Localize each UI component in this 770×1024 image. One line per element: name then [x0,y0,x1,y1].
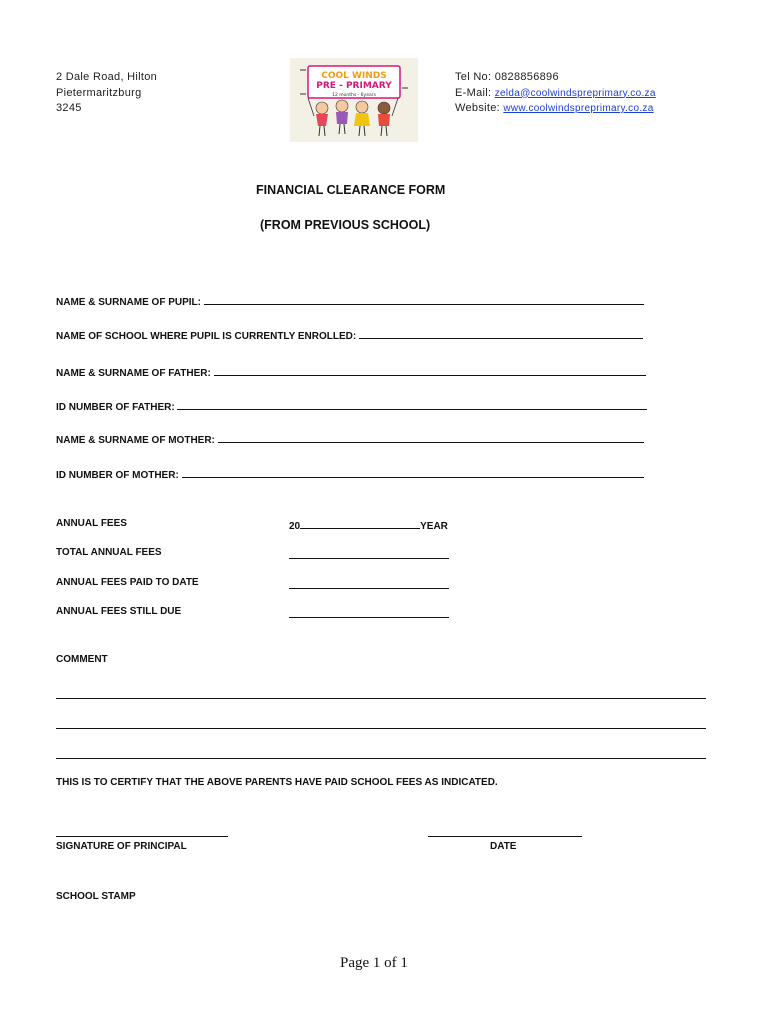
website-link[interactable]: www.coolwindspreprimary.co.za [503,103,654,114]
certify-statement: THIS IS TO CERTIFY THAT THE ABOVE PARENTS HAVE PAID SCHOOL FEES AS INDICATED. [56,777,498,788]
school-address [56,70,157,117]
mother-name-line[interactable] [218,432,644,443]
email-label: E-Mail: [455,86,495,99]
annual-fees-year-field [289,518,448,532]
website-row [455,101,656,117]
address-line-2: Pietermaritzburg [56,86,142,99]
fees-due-label: ANNUAL FEES STILL DUE [56,606,182,617]
father-id-label: ID NUMBER OF FATHER: [56,402,175,413]
fees-paid-line[interactable] [289,588,449,589]
year-suffix: YEAR [420,521,448,532]
email-link[interactable]: zelda@coolwindspreprimary.co.za [494,87,656,99]
father-name-label: NAME & SURNAME OF FATHER: [56,368,211,379]
father-id-field [56,399,647,413]
mother-name-field [56,432,644,446]
school-stamp-label: SCHOOL STAMP [56,891,136,902]
year-line[interactable] [300,518,420,529]
year-prefix: 20 [289,521,301,532]
date-label: DATE [490,841,517,852]
father-name-field [56,365,646,379]
comment-line-1[interactable] [56,698,706,699]
logo-text-2: PRE - PRIMARY [316,81,392,91]
comment-line-3[interactable] [56,758,706,759]
page-number: Page 1 of 1 [340,955,408,971]
mother-name-label: NAME & SURNAME OF MOTHER: [56,435,215,446]
logo-text-1: COOL WINDS [321,71,387,81]
total-fees-line[interactable] [289,558,449,559]
total-fees-label: TOTAL ANNUAL FEES [56,547,162,558]
logo-graphic [290,58,418,142]
fees-due-line[interactable] [289,617,449,618]
pupil-name-field [56,294,644,308]
mother-id-field [56,467,644,481]
fees-paid-label: ANNUAL FEES PAID TO DATE [56,577,199,588]
pupil-name-line[interactable] [204,294,644,305]
school-label: NAME OF SCHOOL WHERE PUPIL IS CURRENTLY ENROLLED: [56,331,357,342]
school-contact [455,70,656,117]
website-label: Website: [455,102,504,114]
address-line-1: 2 Dale Road, Hilton [56,71,158,83]
address-line-3: 3245 [56,102,82,114]
signature-line[interactable] [56,836,228,837]
tel-number: Tel No: 0828856896 [455,71,559,83]
mother-id-label: ID NUMBER OF MOTHER: [56,470,179,481]
comment-label: COMMENT [56,654,108,665]
form-title: FINANCIAL CLEARANCE FORM [256,183,446,197]
pupil-name-label: NAME & SURNAME OF PUPIL: [56,297,201,308]
school-logo [290,58,418,142]
school-field [56,328,643,342]
date-line[interactable] [428,836,582,837]
logo-text-3: 12 months - 6years [332,93,376,98]
father-name-line[interactable] [214,365,646,376]
email-row [455,86,656,102]
annual-fees-label: ANNUAL FEES [56,518,127,529]
mother-id-line[interactable] [182,467,644,478]
form-subtitle: (FROM PREVIOUS SCHOOL) [260,218,431,232]
comment-line-2[interactable] [56,728,706,729]
signature-label: SIGNATURE OF PRINCIPAL [56,841,187,852]
father-id-line[interactable] [177,399,647,410]
school-line[interactable] [359,328,643,339]
